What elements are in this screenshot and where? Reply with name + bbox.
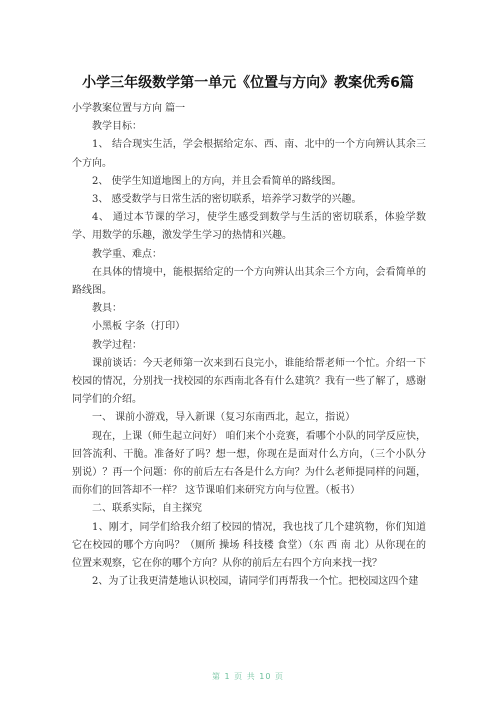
paragraph: 教学重、难点： — [92, 248, 162, 260]
document-body — [72, 100, 426, 591]
paragraph: 教学过程： — [92, 339, 142, 351]
paragraph: 一、 课前小游戏，导入新课（复习东南西北，起立，指说） — [92, 412, 356, 424]
paragraph: 在具体的情境中，能根据给定的一个方向辨认出其余三个方向，会看简单的路线图。 — [72, 266, 426, 297]
paragraph: 现在，上课（师生起立问好） 咱们来个小竞赛，看哪个小队的同学反应快，回答流利、干脆。准备好了吗？想一想，你现在是面对什么方向，（三个小队分别说）？再一个问题：你的前后左右各是什么方向？为什么老师提同样的问题，而你们的回答却不一样？ 这节课咱们来研究方向与位置。（板书） — [72, 430, 426, 497]
paragraph: 1、 结合现实生活，学会根据给定东、西、南、北中的一个方向辨认其余三个方向。 — [72, 139, 426, 169]
page-number-footer: 第 1 页 共 10 页 — [212, 672, 284, 681]
paragraph: 小黑板 字条（打印） — [92, 321, 186, 333]
paragraph: 3、 感受数学与日常生活的密切联系，培养学习数学的兴趣。 — [92, 194, 362, 206]
paragraph: 课前谈话：今天老师第一次来到石良完小，谁能给帮老师一个忙。介绍一下 校园的情况，分别找一找校园的东西南北各有什么建筑？我有一些了解了，感谢同学们的介绍。 — [72, 357, 426, 406]
paragraph: 教具： — [92, 303, 122, 315]
section-heading: 小学教案位置与方向 篇一 — [72, 103, 186, 114]
paragraph: 2、为了让我更清楚地认识校园，请同学们再帮我一个忙。把校园这四个建 — [92, 576, 419, 588]
paragraph: 4、 通过本节课的学习，使学生感受到数学与生活的密切联系，体验学数学、用数学的乐趣，激发学生学习的热情和兴趣。 — [72, 212, 426, 242]
paragraph: 2、 使学生知道地图上的方向，并且会看简单的路线图。 — [92, 175, 342, 187]
document-title: 小学三年级数学第一单元《位置与方向》教案优秀6篇 — [82, 75, 414, 91]
paragraph: 1、刚才，同学们给我介绍了校园的情况，我也找了几个建筑物，你们知道它在校园的哪个方向吗？（厕所 操场 科技楼 食堂）（东 西 南 北）从你现在的位置来观察，它在你的哪个方向？从你的前后左右四个方向来找一找？ — [72, 521, 426, 570]
paragraph: 二、联系实际，自主探究 — [92, 503, 202, 515]
paragraph: 教学目标： — [92, 121, 142, 133]
